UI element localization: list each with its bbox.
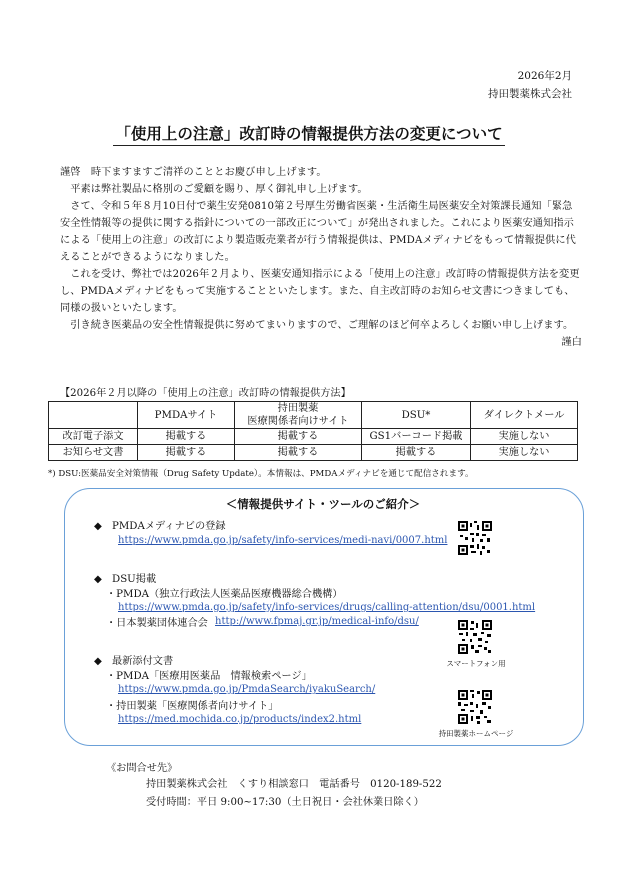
qr-code-medinavi	[458, 521, 492, 555]
table-cell: 掲載する	[138, 445, 235, 461]
paragraph-change: これを受け、弊社では2026年２月より、医薬安通知指示による「使用上の注意」改訂時の情報提供方法を変更し、PMDAメディナビをもって実施することといたします。また、自主改訂時のお知らせ文書につきましても、同様の扱いといたします。	[60, 269, 580, 314]
paragraph-notice: さて、令和５年８月10日付で薬生安発0810第２号厚生労働省医薬・生活衛生局医薬安全対策課長通知「緊急安全性情報等の提供に関する指針についての一部改正について」が発出されました。これにより医薬安通知指示による「使用上の注意」の改訂により製造販売業者が行う情報提供は、PMDAメディナビをもって情報提供に代えることができるようになりました。	[60, 201, 576, 263]
qr-caption-mochida: 持田製薬ホームページ	[438, 729, 514, 738]
paragraph-thanks: 平素は弊社製品に格別のご愛顧を賜り、厚く御礼申し上げます。	[70, 184, 368, 195]
greeting: 謹啓 時下ますますご清祥のこととお慶び申し上げます。	[60, 167, 327, 178]
qr-caption-smartphone: スマートフォン用	[446, 659, 506, 668]
contact-hours: 受付時間：平日 9:00~17:30（土日祝日・会社休業日除く）	[146, 797, 424, 808]
table-cell: 掲載する	[362, 445, 471, 461]
info-box-title: ＜情報提供サイト・ツールのご紹介＞	[225, 497, 421, 511]
table-header-cell	[49, 402, 138, 429]
dsu-heading: ◆ DSU掲載	[94, 574, 157, 585]
medinavi-heading: ◆ PMDAメディナビの登録	[94, 521, 226, 532]
contact-heading: 《お問合せ先》	[106, 763, 178, 774]
mochida-site-link[interactable]: https://med.mochida.co.jp/products/index2.html	[118, 714, 362, 725]
issue-date: 2026年2月	[517, 70, 572, 82]
qr-code-icon	[458, 521, 492, 555]
table-cell: 実施しない	[471, 429, 578, 445]
qr-code-mochida	[458, 690, 492, 724]
table-header-row	[49, 402, 578, 429]
table-cell: 掲載する	[138, 429, 235, 445]
table-cell: 掲載する	[235, 445, 362, 461]
medinavi-link[interactable]: https://www.pmda.go.jp/safety/info-services/medi-navi/0007.html	[118, 535, 448, 546]
table-header-cell: DSU*	[362, 402, 471, 429]
table-header-cell: 持田製薬 医療関係者向けサイト	[235, 402, 362, 429]
qr-code-icon	[458, 620, 492, 654]
paragraph-request: 引き続き医薬品の安全性情報提供に努めてまいりますので、ご理解のほど何卒よろしくお願い申し上げます。	[70, 320, 574, 331]
dsu-fpmaj-link[interactable]: http://www.fpmaj.gr.jp/medical-info/dsu/	[215, 616, 419, 627]
table-cell: 実施しない	[471, 445, 578, 461]
table-cell: GS1バーコード掲載	[362, 429, 471, 445]
page-title: 「使用上の注意」改訂時の情報提供方法の変更について	[0, 122, 618, 144]
table-header-cell: PMDAサイト	[138, 402, 235, 429]
mochida-site-label: ・持田製薬「医療関係者向けサイト」	[106, 701, 279, 712]
package-insert-heading: ◆ 最新添付文書	[94, 656, 174, 667]
table-caption: 【2026年２月以降の「使用上の注意」改訂時の情報提供方法】	[60, 388, 351, 399]
dsu-fpmaj-label: ・日本製薬団体連合会	[106, 618, 208, 629]
qr-code-smartphone	[458, 620, 492, 654]
table-header-cell: ダイレクトメール	[471, 402, 578, 429]
contact-phone: 持田製薬株式会社 くすり相談窓口 電話番号 0120-189-522	[146, 779, 442, 790]
table-cell: お知らせ文書	[49, 445, 138, 461]
table-cell: 改訂電子添文	[49, 429, 138, 445]
pmda-search-label: ・PMDA「医療用医薬品 情報検索ページ」	[106, 671, 312, 682]
info-method-table	[48, 401, 578, 461]
table-row	[49, 429, 578, 445]
letter-body	[60, 164, 582, 351]
table-cell: 掲載する	[235, 429, 362, 445]
dsu-pmda-link[interactable]: https://www.pmda.go.jp/safety/info-services/drugs/calling-attention/dsu/0001.html	[118, 602, 536, 613]
closing: 謹白	[561, 337, 582, 348]
dsu-pmda-label: ・PMDA（独立行政法人医薬品医療機器総合機構）	[106, 589, 343, 600]
qr-code-icon	[458, 690, 492, 724]
company-name: 持田製薬株式会社	[488, 88, 572, 100]
pmda-search-link[interactable]: https://www.pmda.go.jp/PmdaSearch/iyakuSearch/	[118, 684, 376, 695]
table-footnote: *) DSU:医薬品安全対策情報（Drug Safety Update）。本情報は、PMDAメディナビを通じて配信されます。	[48, 469, 474, 479]
table-row	[49, 445, 578, 461]
